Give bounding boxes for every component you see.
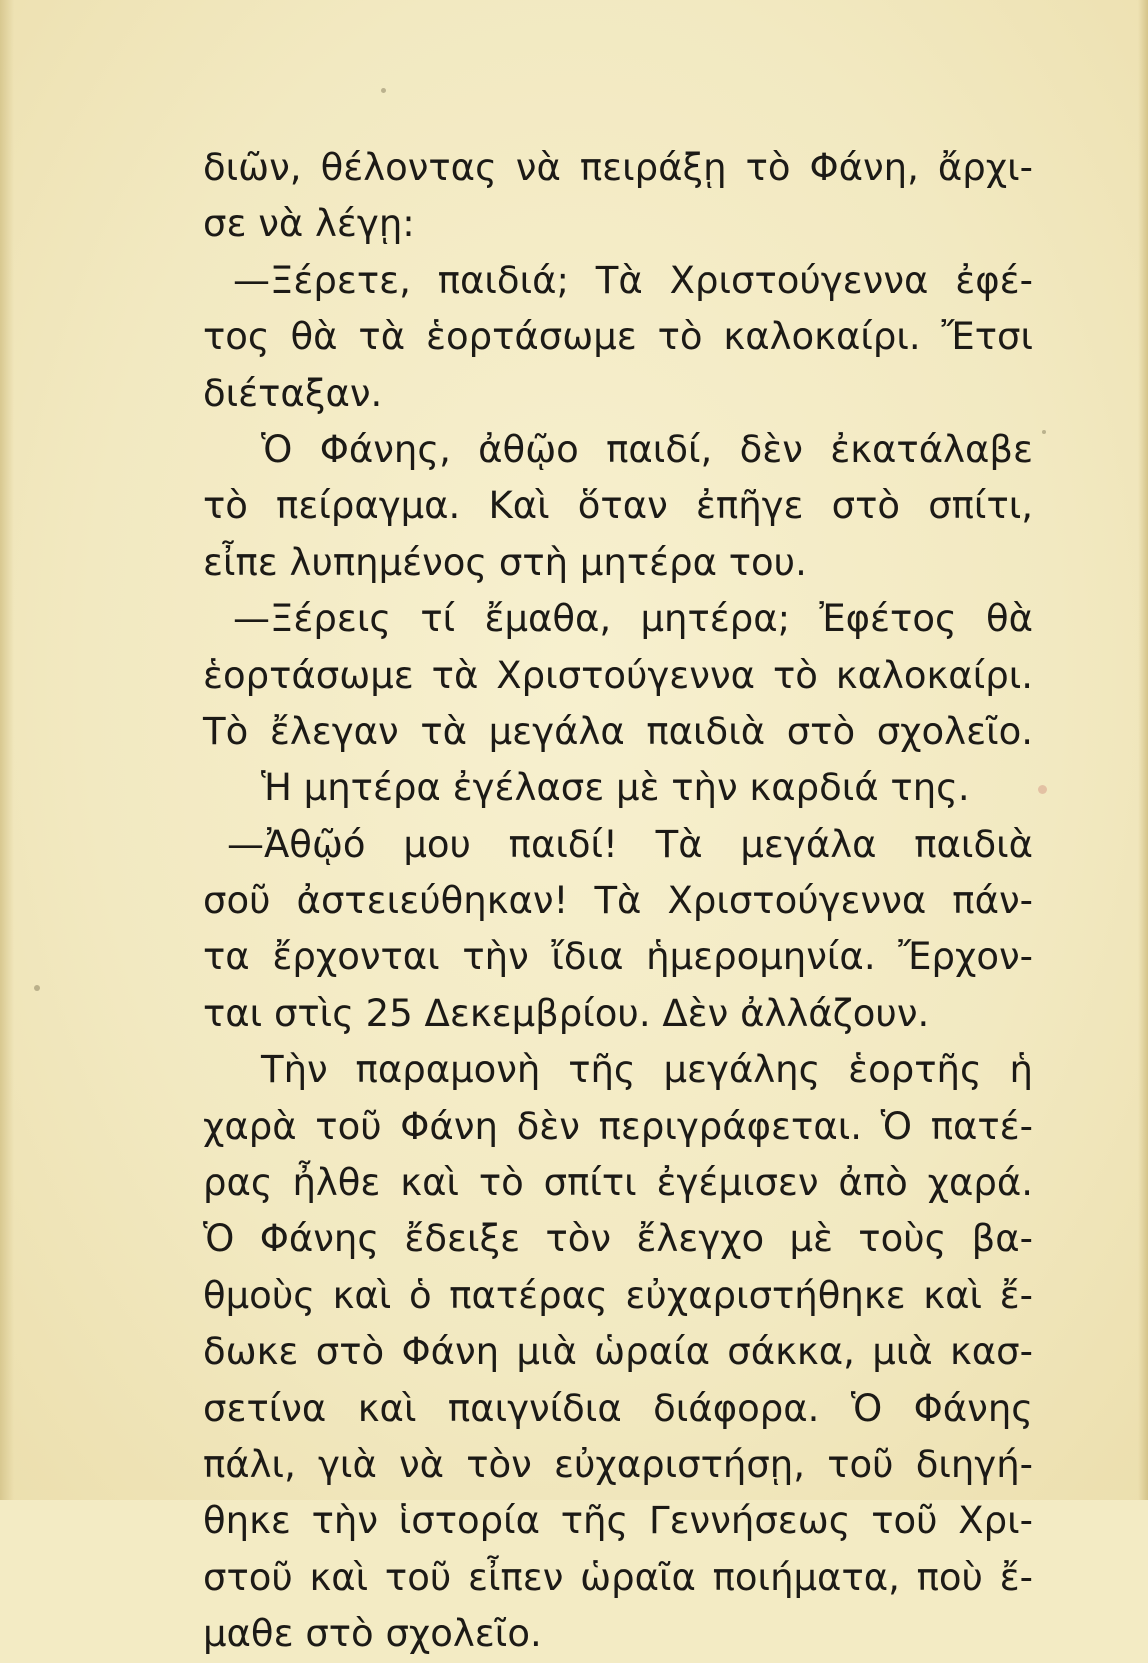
paper-speck (1038, 785, 1047, 794)
text-line: Τὸ ἔλεγαν τὰ μεγάλα παιδιὰ στὸ σχολεῖο. (203, 709, 1033, 753)
text-line: ρας ἦλθε καὶ τὸ σπίτι ἐγέμισεν ἀπὸ χαρά. (203, 1161, 1033, 1205)
text-line: στοῦ καὶ τοῦ εἶπεν ὡραῖα ποιήματα, ποὺ ἔ- (203, 1555, 1033, 1599)
paper-speck (1042, 430, 1046, 434)
text-line: δωκε στὸ Φάνη μιὰ ὡραία σάκκα, μιὰ κασ- (203, 1330, 1033, 1374)
text-line: σε νὰ λέγῃ: (203, 202, 415, 246)
text-line: χαρὰ τοῦ Φάνη δὲν περιγράφεται. Ὁ πατέ- (203, 1104, 1033, 1148)
text-line: τὸ πείραγμα. Καὶ ὅταν ἐπῆγε στὸ σπίτι, (203, 484, 1033, 528)
text-line: —Ξέρεις τί ἔμαθα, μητέρα; Ἐφέτος θὰ (233, 597, 1033, 641)
text-line: Τὴν παραμονὴ τῆς μεγάλης ἑορτῆς ἡ (261, 1048, 1033, 1092)
text-line: θμοὺς καὶ ὁ πατέρας εὐχαριστήθηκε καὶ ἔ- (203, 1273, 1033, 1317)
paper-speck (34, 985, 40, 991)
text-line: ται στὶς 25 Δεκεμβρίου. Δὲν ἀλλάζουν. (203, 991, 930, 1035)
text-line: —Ξέρετε, παιδιά; Τὰ Χριστούγεννα ἐφέ- (233, 258, 1033, 302)
text-line: τα ἔρχονται τὴν ἴδια ἡμερομηνία. Ἔρχον- (203, 935, 1033, 979)
text-line: σοῦ ἀστειεύθηκαν! Τὰ Χριστούγεννα πάν- (203, 879, 1033, 923)
text-line: θηκε τὴν ἱστορία τῆς Γεννήσεως τοῦ Χρι- (203, 1499, 1033, 1543)
text-line: σετίνα καὶ παιγνίδια διάφορα. Ὁ Φάνης (203, 1386, 1033, 1430)
page-right-edge-shadow (1138, 0, 1148, 1500)
text-line: Ὁ Φάνης, ἀθῷο παιδί, δὲν ἐκατάλαβε (261, 427, 1033, 471)
text-line: εἶπε λυπημένος στὴ μητέρα του. (203, 540, 807, 584)
text-line: ἑορτάσωμε τὰ Χριστούγεννα τὸ καλοκαίρι. (203, 653, 1033, 697)
text-line: μαθε στὸ σχολεῖο. (203, 1612, 542, 1656)
text-line: Ὁ Φάνης ἔδειξε τὸν ἔλεγχο μὲ τοὺς βα- (203, 1217, 1033, 1261)
text-line: διῶν, θέλοντας νὰ πειράξῃ τὸ Φάνη, ἄρχι- (203, 146, 1033, 189)
text-line: Ἡ μητέρα ἐγέλασε μὲ τὴν καρδιά της. (261, 766, 970, 810)
text-line: πάλι, γιὰ νὰ τὸν εὐχαριστήσῃ, τοῦ διηγή- (203, 1442, 1033, 1486)
text-line: διέταξαν. (203, 371, 383, 415)
paper-speck (381, 88, 386, 93)
body-text (203, 140, 1033, 1663)
text-line: —Ἀθῷό μου παιδί! Τὰ μεγάλα παιδιὰ (227, 822, 1033, 866)
text-line: τος θὰ τὰ ἑορτάσωμε τὸ καλοκαίρι. Ἔτσι (203, 315, 1033, 359)
page-left-edge-shadow (0, 0, 14, 1500)
